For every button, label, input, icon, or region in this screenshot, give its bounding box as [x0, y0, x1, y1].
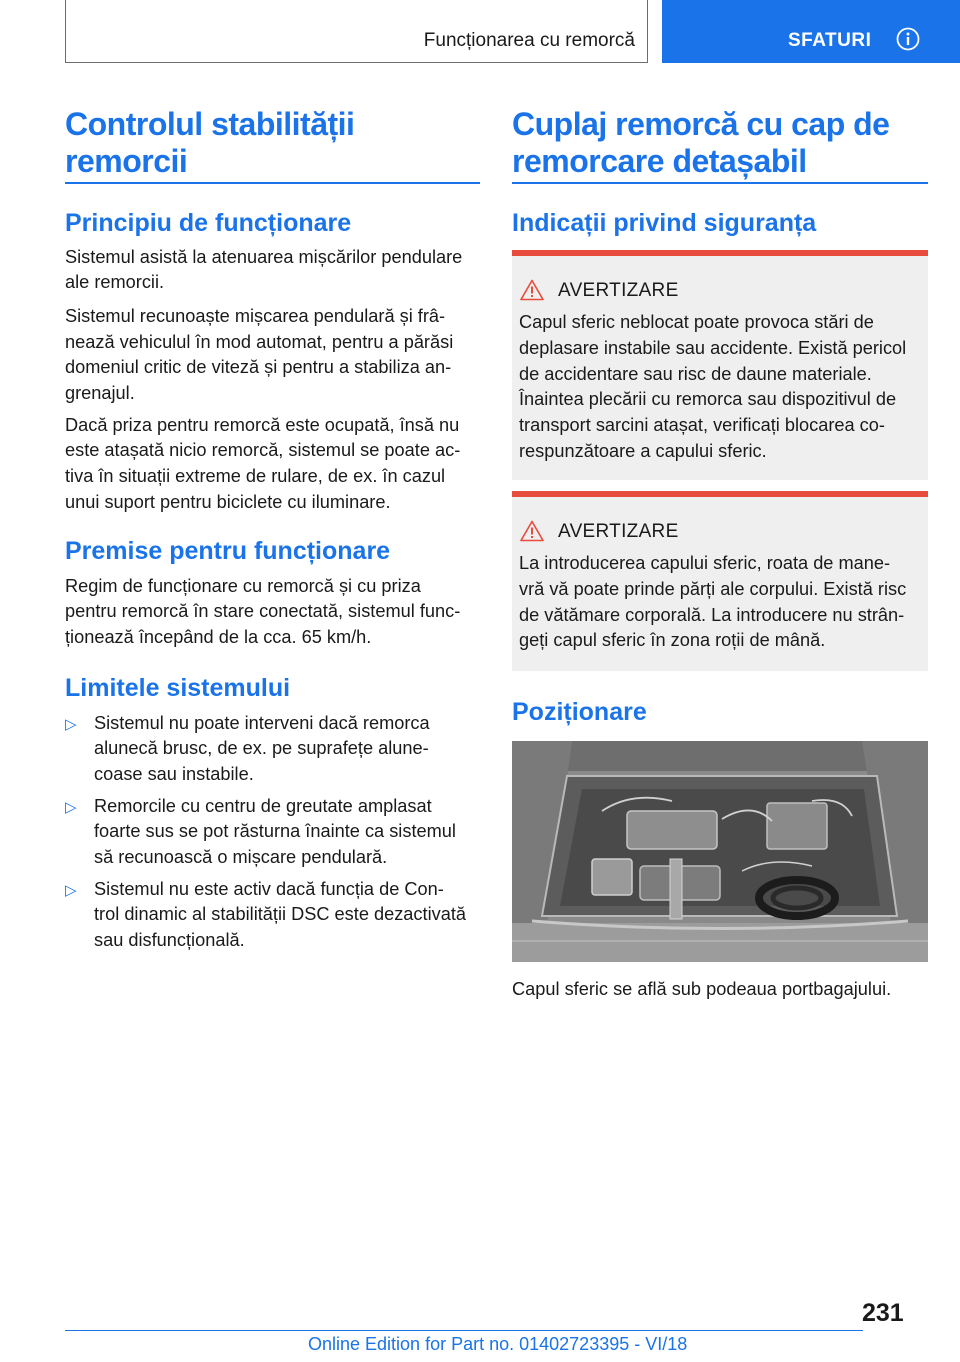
limit-1-l1: Sistemul nu poate interveni dacă remorca	[94, 713, 430, 733]
title-rule	[65, 182, 480, 184]
principle-p3-l3: tiva în situații extreme de rulare, de ex. în cazul	[65, 466, 446, 486]
limit-1-l3: coase sau instabile.	[94, 764, 254, 784]
warning-1-l1: Capul sferic neblocat poate provoca stări de	[519, 312, 874, 332]
section-title: Funcționarea cu remorcă	[423, 30, 635, 51]
limit-3-l1: Sistemul nu este activ dacă funcția de Con‐	[94, 879, 444, 899]
limit-1-l2: alunecă brusc, de ex. pe suprafețe alune‐	[94, 738, 429, 758]
principle-p2-l4: grenajul.	[65, 383, 135, 403]
right-title-line2: remorcare detașabil	[512, 143, 807, 179]
warning-box	[512, 491, 928, 671]
warning-1-l3: de accidentare sau risc de daune materiale.	[519, 364, 872, 384]
principle-p2-l1: Sistemul recunoaște mișcarea pendulară și frâ‐	[65, 306, 446, 326]
warning-1-l2: deplasare instabile sau accidente. Există pericol	[519, 338, 907, 358]
warning-2-l2: vră vă poate prinde părți ale corpului. Există risc	[519, 579, 907, 599]
limit-3-l2: trol dinamic al stabilității DSC este dezactivată	[94, 904, 466, 924]
principle-p2-l3: domeniul critic de viteză și pentru a stabiliza an‐	[65, 357, 452, 377]
principle-heading: Principiu de funcționare	[65, 209, 352, 237]
limits-heading: Limitele sistemului	[65, 674, 291, 702]
footer-rule	[65, 1330, 863, 1331]
warning-triangle-icon	[520, 520, 544, 542]
warning-1-l5: transport sarcini atașat, verificați blocarea co‐	[519, 415, 885, 435]
principle-p3-l4: unui suport pentru biciclete cu iluminare.	[65, 492, 391, 512]
prereq-p1-l1: Regim de funcționare cu remorcă și cu priza	[65, 576, 421, 596]
warning-2-l1: La introducerea capului sferic, roata de mane‐	[519, 553, 891, 573]
principle-p1-l1: Sistemul asistă la atenuarea mișcărilor pendulare	[65, 247, 463, 267]
principle-p3-l1: Dacă priza pentru remorcă este ocupată, însă nu	[65, 415, 460, 435]
safety-heading: Indicații privind siguranța	[512, 209, 817, 237]
page-number: 231	[862, 1299, 904, 1327]
figure-caption: Capul sferic se află sub podeaua portbagajului.	[512, 979, 892, 999]
warning-1-l6: respunzătoare a capului sferic.	[519, 441, 767, 461]
position-heading: Poziționare	[512, 698, 647, 726]
warning-2-l4: geți capul sferic în zona roții de mână.	[519, 630, 826, 650]
limit-2-l3: să recunoască o mișcare pendulară.	[94, 847, 388, 867]
chapter-tab[interactable]	[662, 0, 960, 63]
left-title-line2: remorcii	[65, 143, 188, 179]
warning-box	[512, 250, 928, 480]
warning-1-l4: Înaintea plecării cu remorca sau dispozitivul de	[519, 389, 897, 409]
header-section-tab	[65, 0, 648, 63]
principle-p2-l2: nează vehiculul în mod automat, pentru a părăsi	[65, 332, 454, 352]
footer-edition: Online Edition for Part no. 01402723395 - VI/18	[308, 1334, 688, 1354]
warning-title: AVERTIZARE	[558, 521, 679, 542]
prereq-heading: Premise pentru funcționare	[65, 537, 391, 565]
left-title-line1: Controlul stabilității	[65, 106, 355, 142]
bullet-icon: ▷	[65, 799, 77, 816]
prereq-p1-l3: ționează începând de la cca. 65 km/h.	[65, 627, 372, 647]
right-title-line1: Cuplaj remorcă cu cap de	[512, 106, 890, 142]
limit-2-l1: Remorcile cu centru de greutate amplasat	[94, 796, 432, 816]
bullet-icon: ▷	[65, 716, 77, 733]
limit-2-l2: foarte sus se pot răsturna înainte ca sistemul	[94, 821, 456, 841]
info-circle-icon	[896, 27, 920, 51]
prereq-p1-l2: pentru remorcă în stare conectată, sistemul func‐	[65, 601, 461, 621]
warning-title: AVERTIZARE	[558, 280, 679, 301]
title-rule	[512, 182, 928, 184]
warning-triangle-icon	[520, 279, 544, 301]
warning-2-l3: de vătămare corporală. La introducere nu strân‐	[519, 605, 905, 625]
principle-p1-l2: ale remorcii.	[65, 272, 165, 292]
trunk-underfloor-figure	[512, 741, 928, 962]
chapter-label: SFATURI	[788, 30, 872, 51]
bullet-icon: ▷	[65, 882, 77, 899]
principle-p3-l2: este atașată nicio remorcă, sistemul se poate ac‐	[65, 440, 461, 460]
limit-3-l3: sau disfuncțională.	[94, 930, 245, 950]
